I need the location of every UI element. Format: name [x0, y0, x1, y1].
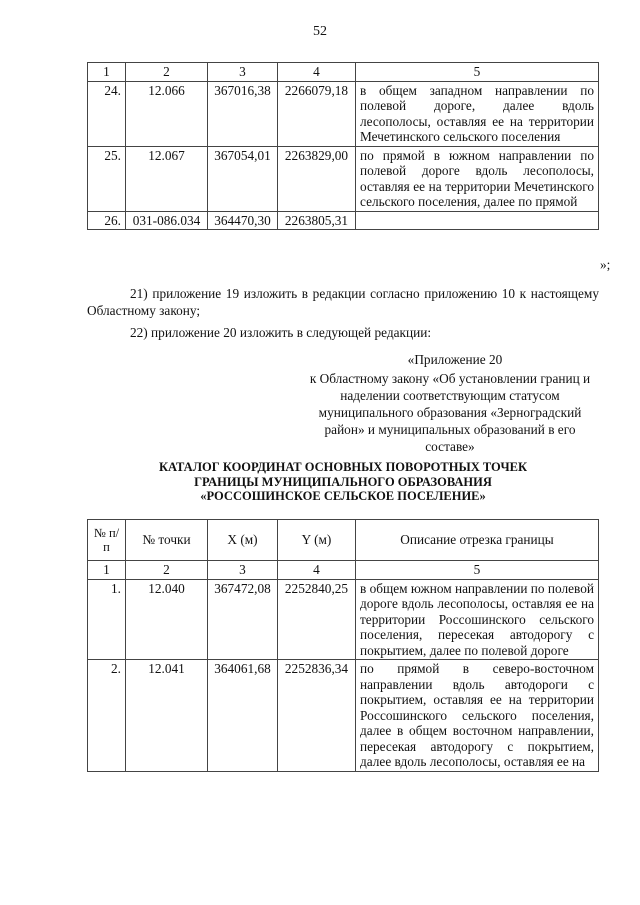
header-y: Y (м) — [278, 520, 356, 561]
appendix-reference: к Областному закону «Об установлении границ и наделении соответствующим статусом муниципального образования «Зерноградский район» и муниципальных образований в его составе» — [309, 371, 591, 454]
segment-description: в общем западном направлении по полевой дороге, далее вдоль лесополосы, оставляя ее на территории Мечетинского сельского поселения — [356, 81, 599, 146]
y-coordinate: 2263805,31 — [278, 211, 356, 230]
x-coordinate: 367016,38 — [208, 81, 278, 146]
segment-description: в общем южном направлении по полевой дороге вдоль лесополосы, оставляя ее на территории Россошинского сельского поселения, пересекая автодорогу с покрытием, далее по полевой дороге — [356, 579, 599, 660]
segment-description — [356, 211, 599, 230]
y-coordinate: 2252840,25 — [278, 579, 356, 660]
point-number: 031-086.034 — [126, 211, 208, 230]
catalog-heading — [87, 460, 599, 504]
x-coordinate: 367054,01 — [208, 146, 278, 211]
column-number: 4 — [278, 561, 356, 580]
catalog-heading-line: ГРАНИЦЫ МУНИЦИПАЛЬНОГО ОБРАЗОВАНИЯ — [194, 474, 492, 489]
column-number: 3 — [208, 63, 278, 82]
row-index: 25. — [88, 146, 126, 211]
column-number: 5 — [356, 561, 599, 580]
catalog-heading-line: КАТАЛОГ КООРДИНАТ ОСНОВНЫХ ПОВОРОТНЫХ ТОЧЕК — [158, 460, 528, 474]
table-row — [88, 211, 599, 230]
coordinates-table — [87, 519, 599, 772]
catalog-heading-line: «РОССОШИНСКОЕ СЕЛЬСКОЕ ПОСЕЛЕНИЕ» — [200, 489, 486, 503]
table-row — [88, 579, 599, 660]
point-number: 12.067 — [126, 146, 208, 211]
x-coordinate: 367472,08 — [208, 579, 278, 660]
page-number: 52 — [313, 24, 327, 39]
column-number: 2 — [126, 63, 208, 82]
header-point-number: № точки — [126, 520, 208, 561]
segment-description: по прямой в южном направлении по полевой дороге вдоль лесополосы, оставляя ее на территории Мечетинского сельского поселения, далее по прямой — [356, 146, 599, 211]
header-row-index: № п/п — [88, 520, 126, 561]
segment-description: по прямой в северо-восточном направлении вдоль автодороги с покрытием, оставляя ее на территории Россошинского сельского поселения, далее в общем восточном направлении, пересекая автодорогу с покрытием, далее вдоль лесополосы, оставляя ее на — [356, 660, 599, 772]
column-number-row — [88, 561, 599, 580]
header-description: Описание отрезка границы — [356, 520, 599, 561]
column-number: 4 — [278, 63, 356, 82]
column-number: 2 — [126, 561, 208, 580]
row-index: 1. — [88, 579, 126, 660]
column-number: 1 — [88, 63, 126, 82]
y-coordinate: 2266079,18 — [278, 81, 356, 146]
row-index: 26. — [88, 211, 126, 230]
column-number: 3 — [208, 561, 278, 580]
table-row — [88, 146, 599, 211]
paragraph-21: 21) приложение 19 изложить в редакции согласно приложению 10 к настоящему Областному закону; — [87, 286, 599, 318]
header-x: X (м) — [208, 520, 278, 561]
x-coordinate: 364470,30 — [208, 211, 278, 230]
table-header-row — [88, 520, 599, 561]
coordinates-table-continued — [87, 62, 599, 230]
table-closing-quote: »; — [600, 257, 611, 272]
y-coordinate: 2263829,00 — [278, 146, 356, 211]
appendix-title: «Приложение 20 — [407, 352, 503, 367]
point-number: 12.041 — [126, 660, 208, 772]
x-coordinate: 364061,68 — [208, 660, 278, 772]
paragraph-22: 22) приложение 20 изложить в следующей редакции: — [130, 325, 432, 340]
row-index: 24. — [88, 81, 126, 146]
row-index: 2. — [88, 660, 126, 772]
column-number: 1 — [88, 561, 126, 580]
column-number-row — [88, 63, 599, 82]
column-number: 5 — [356, 63, 599, 82]
point-number: 12.040 — [126, 579, 208, 660]
point-number: 12.066 — [126, 81, 208, 146]
table-row — [88, 81, 599, 146]
y-coordinate: 2252836,34 — [278, 660, 356, 772]
table-row — [88, 660, 599, 772]
